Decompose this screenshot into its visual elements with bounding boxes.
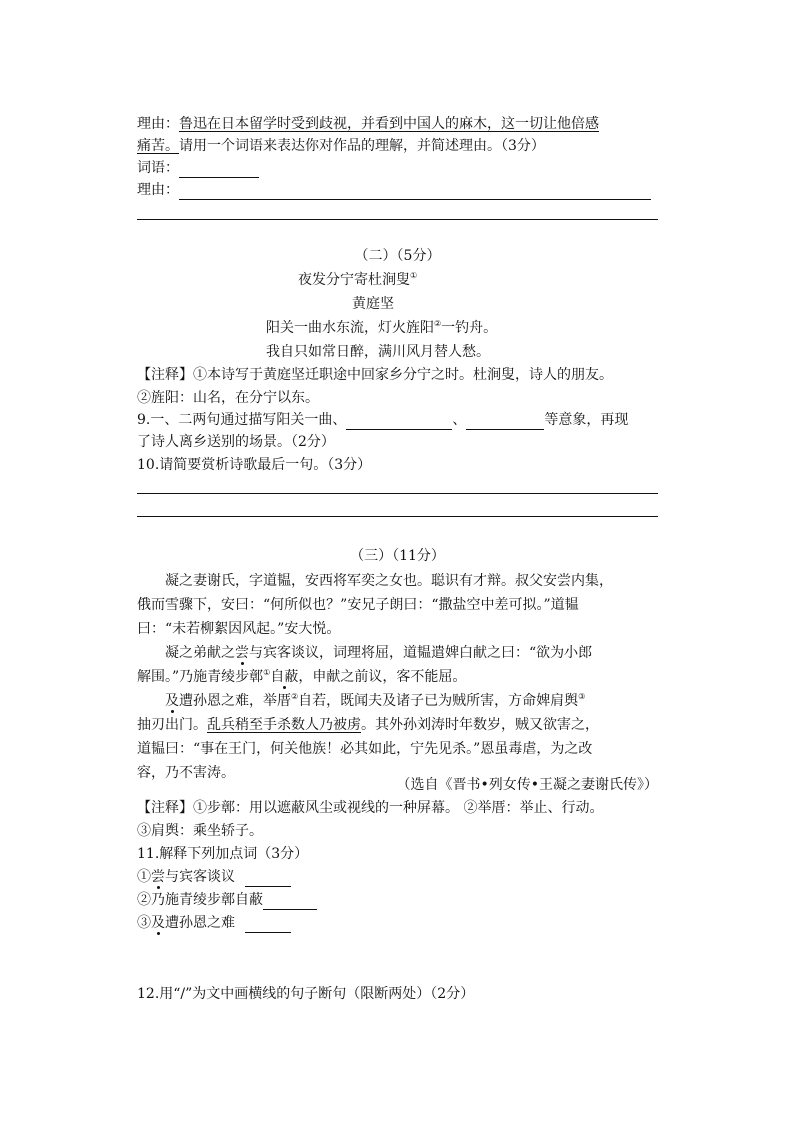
question-9-line-2: 了诗人离乡送别的场景。（2分）: [137, 434, 335, 450]
q11-item-1: ①尝与宾客谈议: [137, 867, 291, 887]
passage-line: 道韫曰：“事在王门，何关他族！必其如此，宁先见杀。”恩虽毒虐，为之改: [137, 741, 593, 757]
note-marker: ①: [410, 271, 418, 280]
passage-line: 曰：“未若柳絮因风起。”安大悦。: [137, 621, 341, 637]
reason-answer-line: [137, 180, 651, 200]
reason-answer-label: 理由：: [137, 182, 179, 198]
passage-line: 抽刃出门。乱兵稍至手杀数人乃被虏。其外孙刘涛时年数岁，贼又欲害之，: [137, 717, 599, 733]
q11-item-3: ③及遭孙恩之难: [137, 913, 291, 933]
reason-underlined-text-2: 痛苦。: [137, 138, 179, 154]
q11-item-2: ②乃施青绫步鄣自蔽: [137, 890, 317, 910]
word-answer-blank[interactable]: [179, 163, 259, 178]
q9-blank-2[interactable]: [466, 415, 544, 430]
word-label: 词语：: [137, 160, 179, 176]
note-marker: ①: [263, 668, 271, 677]
passage-line: 容，乃不害涛。: [137, 765, 235, 781]
q11-blank-3[interactable]: [245, 918, 291, 933]
dotted-word: 尝: [235, 645, 249, 661]
question-12: 12.用“/”为文中画横线的句子断句（限断两处）（2分）: [137, 986, 475, 1002]
note-marker: ②: [434, 319, 442, 328]
dotted-word: 及: [165, 693, 179, 709]
passage-line: 俄而雪骤下，安曰：“何所似也？”安兄子朗曰：“撒盐空中差可拟。”道韫: [137, 597, 579, 613]
reason-answer-blank[interactable]: [179, 185, 651, 200]
answer-rule: [137, 219, 658, 220]
poem-note-2: ②旌阳：山名，在分宁以东。: [137, 390, 319, 406]
word-answer-line: [137, 158, 259, 178]
answer-rule: [137, 493, 658, 494]
reason-line-2: [137, 136, 545, 156]
passage-line: 解围。”乃施青绫步鄣①自蔽，申献之前议，客不能屈。: [137, 668, 467, 685]
passage-line: 凝之弟献之尝与宾客谈议，词理将屈，道韫遣婢白献之曰：“欲为小郎: [165, 645, 593, 661]
q11-blank-1[interactable]: [245, 872, 291, 887]
note-marker: ②: [291, 692, 299, 701]
underlined-sentence: 乱兵稍至手杀数人乃被虏: [207, 717, 361, 733]
q9-blank-1[interactable]: [346, 415, 452, 430]
reason-label: 理由：: [137, 116, 179, 132]
passage-note-1: 【注释】①步鄣：用以遮蔽风尘或视线的一种屏幕。 ②举厝：举止、行动。: [137, 800, 604, 816]
passage-line: 及遭孙恩之难，举厝②自若，既闻夫及诸子已为贼所害，方命婢肩舆③: [165, 692, 586, 709]
question-9-line-1: 9.一、二两句通过描写阳关一曲、 、 等意象，再现: [137, 412, 629, 428]
section2-heading: （二）（5分）: [354, 248, 441, 264]
dotted-word: 尝: [151, 869, 165, 885]
poem-line-1: 阳关一曲水东流，灯火旌阳②一钓舟。: [266, 319, 498, 336]
question-10: 10.请简要赏析诗歌最后一句。（3分）: [137, 457, 372, 473]
poem-note-1: 【注释】①本诗写于黄庭坚迁职途中回家乡分宁之时。杜涧叟，诗人的朋友。: [137, 367, 613, 383]
answer-rule: [137, 516, 658, 517]
note-marker: ③: [578, 692, 586, 701]
dotted-word: 及: [151, 915, 165, 931]
question-11: 11.解释下列加点词（3分）: [137, 846, 309, 862]
section3-heading: （三）（11分）: [350, 548, 445, 564]
passage-line: 凝之妻谢氏，字道韫，安西将军奕之女也。聪识有才辩。叔父安尝内集，: [165, 573, 613, 589]
dotted-word: 自蔽: [270, 669, 299, 685]
passage-note-2: ③肩舆：乘坐轿子。: [137, 823, 263, 839]
reason-underlined-text: 鲁迅在日本留学时受到歧视，并看到中国人的麻木，这一切让他倍感: [179, 116, 599, 132]
passage-source: （选自《晋书•列女传•王凝之妻谢氏传》）: [396, 777, 658, 793]
poem-author: 黄庭坚: [352, 296, 394, 312]
poem-title: 夜发分宁寄杜涧叟①: [298, 271, 418, 288]
reason-line-1: [137, 114, 599, 134]
q11-blank-2[interactable]: [263, 895, 317, 910]
question-instruction: 请用一个词语来表达你对作品的理解，并简述理由。（3分）: [179, 138, 545, 154]
poem-line-2: 我自只如常日醉，满川风月替人愁。: [266, 344, 490, 360]
